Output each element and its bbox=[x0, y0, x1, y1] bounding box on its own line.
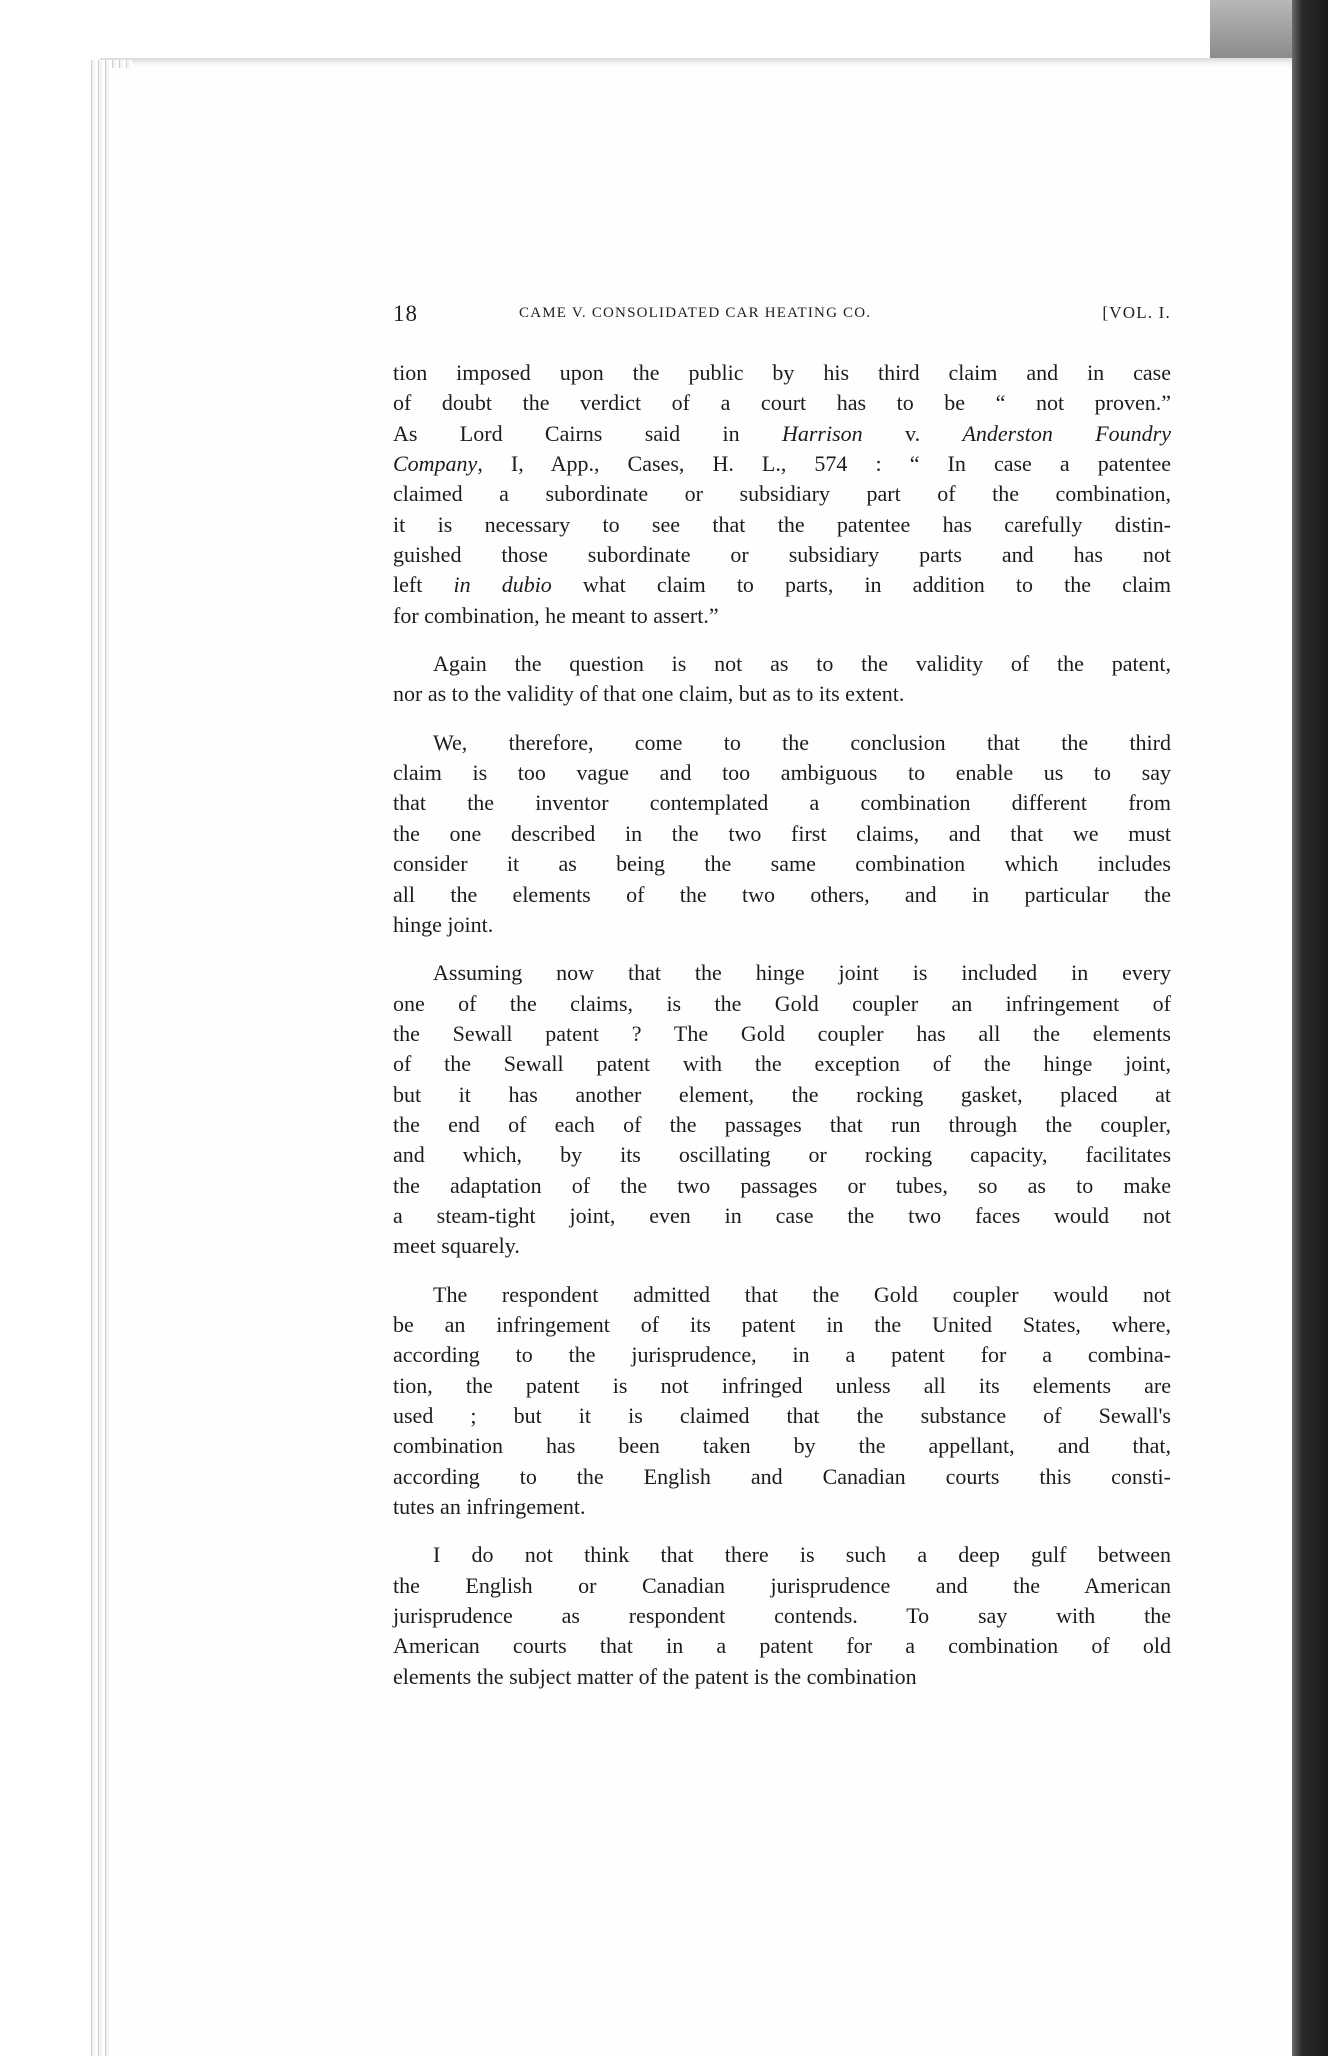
text-line: As Lord Cairns said in Harrison v. Anderston Foundry bbox=[393, 420, 1172, 446]
text-line: one of the claims, is the Gold coupler an infringement of bbox=[393, 990, 1171, 1016]
italic-text: in dubio bbox=[453, 572, 552, 598]
text-line: of the Sewall patent with the exception of the hinge joint, bbox=[393, 1051, 1171, 1077]
text-line: Again the question is not as to the validity of the patent, bbox=[433, 651, 1171, 677]
text-line: and which, by its oscillating or rocking capacity, facilitates bbox=[393, 1142, 1171, 1168]
text-line: nor as to the validity of that one claim, but as to its extent. bbox=[393, 681, 905, 707]
italic-text: Company bbox=[393, 451, 478, 477]
text-line: for combination, he meant to assert.” bbox=[393, 602, 719, 628]
text-line: consider it as being the same combination which includes bbox=[393, 851, 1171, 877]
running-head bbox=[393, 301, 1171, 325]
text-line: meet squarely. bbox=[393, 1233, 520, 1259]
volume-marker: [VOL. I. bbox=[1102, 303, 1171, 322]
case-title: CAME V. CONSOLIDATED CAR HEATING CO. bbox=[519, 305, 872, 321]
text-line: the English or Canadian jurisprudence and the American bbox=[393, 1572, 1171, 1598]
text-line: according to the jurisprudence, in a patent for a combina- bbox=[393, 1342, 1171, 1368]
text-line: the one described in the two first claims, and that we must bbox=[393, 820, 1171, 846]
text-line: according to the English and Canadian courts this consti- bbox=[393, 1463, 1171, 1489]
paragraph bbox=[393, 1540, 1171, 1692]
text-line: combination has been taken by the appellant, and that, bbox=[393, 1433, 1171, 1459]
page-top-shadow bbox=[100, 58, 1292, 68]
text-line: We, therefore, come to the conclusion that the third bbox=[433, 729, 1171, 755]
text-line: the end of each of the passages that run through the coupler, bbox=[393, 1111, 1171, 1137]
text-line: elements the subject matter of the patent is the combination bbox=[393, 1663, 917, 1689]
text-line: be an infringement of its patent in the United States, where, bbox=[393, 1311, 1171, 1337]
text-line: hinge joint. bbox=[393, 911, 494, 937]
scan-background-right-edge bbox=[1292, 0, 1328, 2056]
text-line: a steam-tight joint, even in case the two faces would not bbox=[393, 1202, 1171, 1228]
text-line: all the elements of the two others, and in particular the bbox=[393, 881, 1171, 907]
page-number: 18 bbox=[393, 301, 418, 326]
text-line: I do not think that there is such a deep gulf between bbox=[433, 1542, 1171, 1568]
paragraph bbox=[393, 1280, 1171, 1523]
text-line: Company, I, App., Cases, H. L., 574 : “ In case a patentee bbox=[393, 451, 1171, 477]
text-line: the adaptation of the two passages or tubes, so as to make bbox=[393, 1172, 1171, 1198]
paragraph bbox=[393, 649, 1171, 710]
text-line: tutes an infringement. bbox=[393, 1494, 586, 1520]
italic-text: Anderston Foundry bbox=[962, 420, 1172, 446]
text-line: American courts that in a patent for a combination of old bbox=[393, 1633, 1171, 1659]
text-line: used ; but it is claimed that the substance of Sewall's bbox=[393, 1403, 1171, 1428]
text-line: claimed a subordinate or subsidiary part of the combination, bbox=[393, 481, 1171, 507]
text-line: claim is too vague and too ambiguous to enable us to say bbox=[393, 760, 1171, 786]
paragraph bbox=[393, 358, 1171, 631]
paragraph bbox=[393, 958, 1171, 1261]
text-line: but it has another element, the rocking gasket, placed at bbox=[393, 1081, 1171, 1107]
text-line: guished those subordinate or subsidiary parts and has not bbox=[393, 542, 1171, 568]
text-line: Assuming now that the hinge joint is included in every bbox=[433, 960, 1171, 986]
text-line: The respondent admitted that the Gold coupler would not bbox=[433, 1281, 1171, 1307]
paragraph bbox=[393, 728, 1171, 940]
text-line: tion imposed upon the public by his third claim and in case bbox=[393, 360, 1171, 385]
text-line: left in dubio what claim to parts, in addition to the claim bbox=[393, 572, 1172, 598]
text-line: tion, the patent is not infringed unless all its elements are bbox=[393, 1372, 1171, 1398]
text-line: the Sewall patent ? The Gold coupler has all the elements bbox=[393, 1020, 1171, 1046]
text-line: of doubt the verdict of a court has to be “ not proven.” bbox=[393, 390, 1171, 416]
text-line: it is necessary to see that the patentee has carefully distin- bbox=[393, 511, 1171, 537]
italic-text: Harrison bbox=[781, 420, 863, 446]
body-text bbox=[393, 358, 1171, 1710]
text-line: jurisprudence as respondent contends. To say with the bbox=[393, 1603, 1171, 1629]
text-line: that the inventor contemplated a combination different from bbox=[393, 790, 1171, 816]
